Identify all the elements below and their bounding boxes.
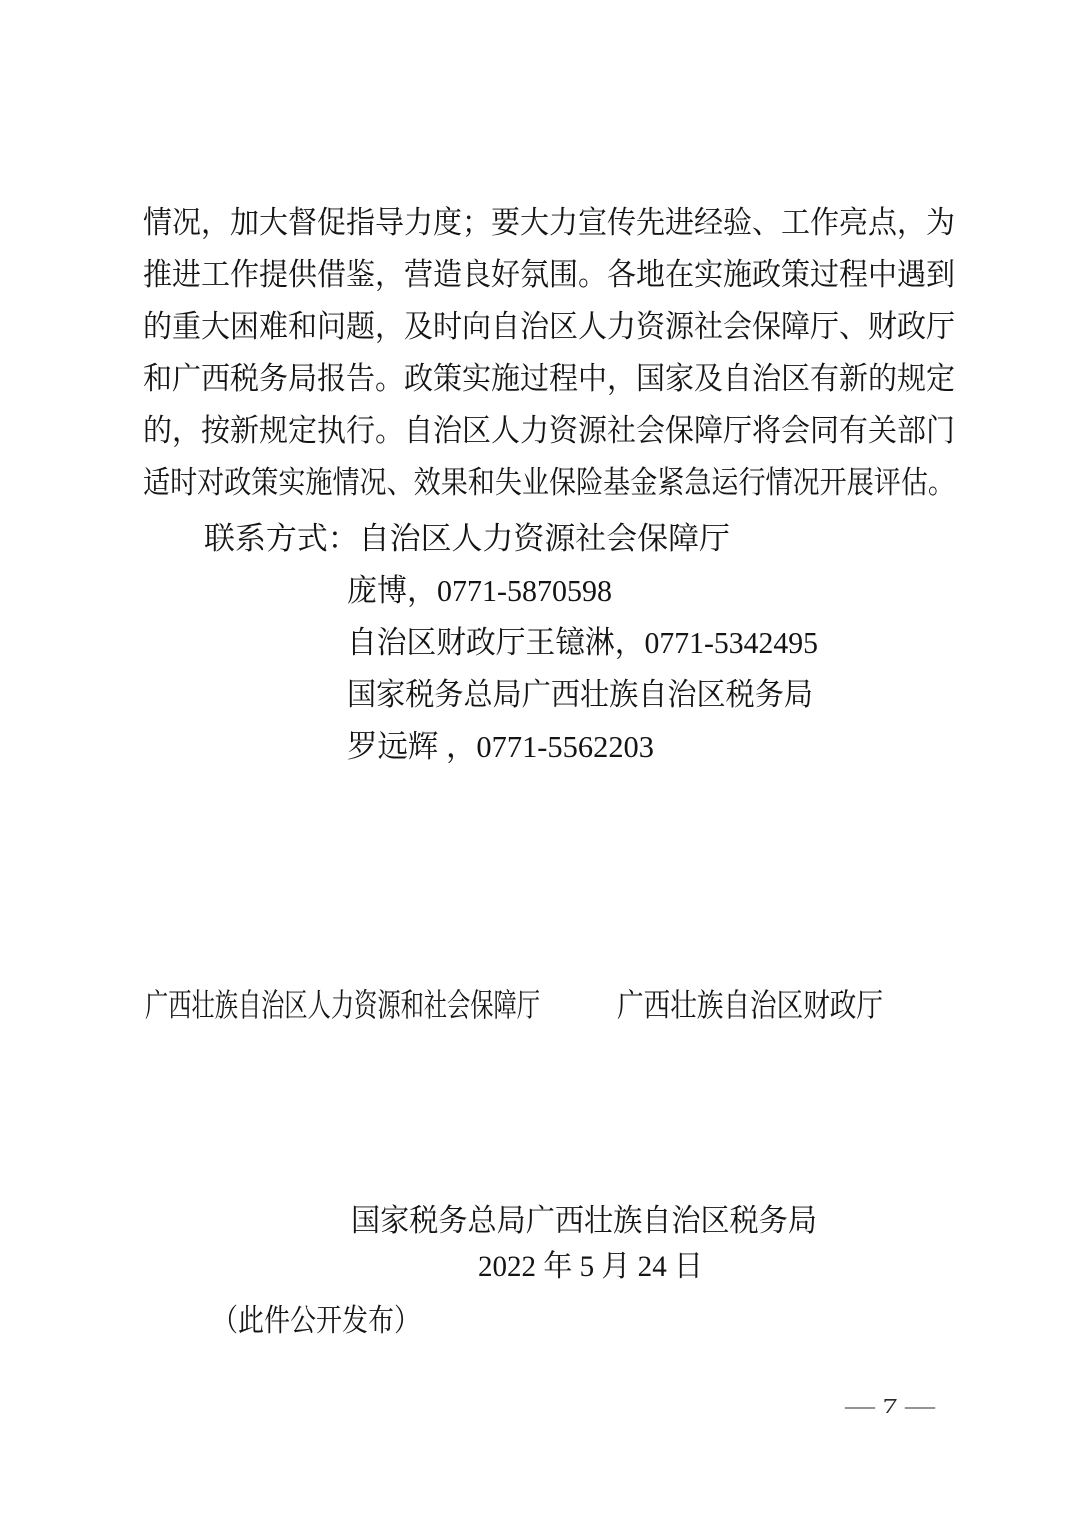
- contact-line-tax-bureau: 国家税务总局广西壮族自治区税务局: [347, 677, 813, 712]
- date-line: 2022 年 5 月 24 日: [478, 1250, 703, 1283]
- contact-line-pangbo: 庞博，0771-5870598: [347, 573, 612, 608]
- body-line-5: 的，按新规定执行。自治区人力资源社会保障厅将会同有关部门: [143, 413, 955, 448]
- body-line-1: 情况，加大督促指导力度；要大力宣传先进经验、工作亮点，为: [143, 205, 955, 240]
- public-release-note: （此件公开发布）: [212, 1303, 420, 1338]
- contact-line-luoyuanhui: 罗远辉 ，0771-5562203: [347, 729, 654, 764]
- page-number: — 7 —: [845, 1394, 935, 1418]
- signature-finance-department: 广西壮族自治区财政厅: [617, 987, 883, 1023]
- body-line-6: 适时对政策实施情况、效果和失业保险基金紧急运行情况开展评估。: [143, 465, 955, 500]
- contact-line-finance-dept: 自治区财政厅王镱淋，0771-5342495: [347, 625, 818, 660]
- signature-tax-bureau: 国家税务总局广西壮族自治区税务局: [351, 1203, 817, 1238]
- contact-intro: 联系方式：自治区人力资源社会保障厅: [204, 521, 730, 556]
- signature-hrss-department: 广西壮族自治区人力资源和社会保障厅: [145, 987, 540, 1023]
- body-line-2: 推进工作提供借鉴，营造良好氛围。各地在实施政策过程中遇到: [143, 257, 955, 292]
- body-line-4: 和广西税务局报告。政策实施过程中，国家及自治区有新的规定: [143, 361, 955, 396]
- body-line-3: 的重大困难和问题，及时向自治区人力资源社会保障厅、财政厅: [143, 309, 955, 344]
